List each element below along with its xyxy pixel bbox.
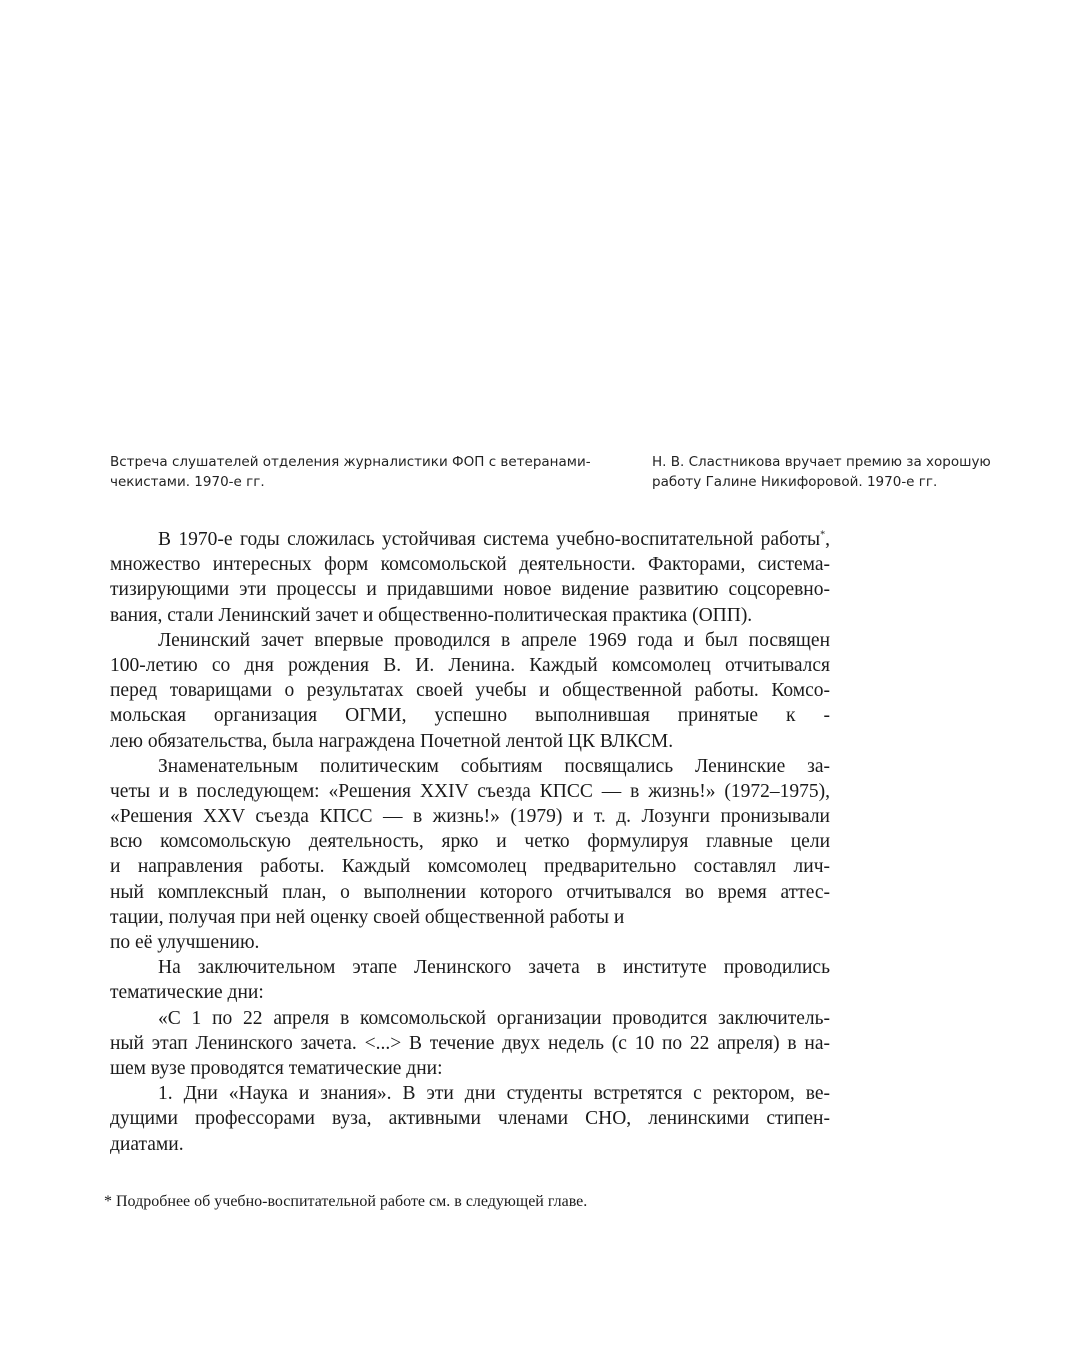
caption-left-line-2: чекистами. 1970-е гг. [110,474,265,490]
body-line: ный этап Ленинского зачета. <...> В течение двух недель (с 10 по 22 апреля) в на- [110,1032,830,1054]
body-line: по её улучшению. [110,932,260,953]
body-line: ный комплексный план, о выполнении которого отчитывался во время аттес- [110,881,830,903]
body-line: тации, получая при ней оценку своей общественной работы и [110,906,625,928]
body-line: лею обязательства, была награждена Почетной лентой ЦК ВЛКСМ. [110,730,674,752]
body-line: мольская организация ОГМИ, успешно выполнившая принятые к - [110,705,830,727]
footnote-marker-comma: , [825,529,830,550]
footnote-marker: * [820,529,826,541]
body-line: шем вузе проводятся тематические дни: [110,1057,443,1079]
photo-caption-left [110,452,591,492]
body-line: перед товарищами о результатах своей учебы и общественной работы. Комсо- [110,680,830,702]
body-line: диатами. [110,1133,184,1155]
caption-left-line-1: Встреча слушателей отделения журналистики ФОП с ветеранами- [110,454,591,470]
body-line: дущими профессорами вуза, активными членами СНО, ленинскими стипен- [110,1108,830,1130]
body-line: тизирующими эти процессы и придавшими новое видение развитию соцсоревно- [110,579,830,601]
main-body-text [110,527,830,1157]
footnote: * Подробнее об учебно-воспитательной работе см. в следующей главе. [104,1193,588,1210]
body-line: четы и в последующем: «Решения XXIV съезда КПСС — в жизнь!» (1972–1975), [110,780,830,802]
body-line: Ленинский зачет впервые проводился в апреле 1969 года и был посвящен [158,629,830,651]
body-line: 1. Дни «Наука и знания». В эти дни студенты встретятся с ректором, ве- [158,1083,830,1105]
body-line: 100-летию со дня рождения В. И. Ленина. Каждый комсомолец отчитывался [110,654,830,676]
body-line: В 1970-е годы сложилась устойчивая система учебно-воспитательной работы*, [158,529,830,550]
body-line: всю комсомольскую деятельность, ярко и четко формулируя главные цели [110,831,830,853]
body-line: На заключительном этапе Ленинского зачета в институте проводились [158,957,830,979]
body-line: вания, стали Ленинский зачет и общественно-политическая практика (ОПП). [110,604,753,626]
body-line: Знаменательным политическим событиям посвящались Ленинские за- [158,755,830,777]
body-line: «Решения XXV съезда КПСС — в жизнь!» (1979) и т. д. Лозунги пронизывали [110,806,830,828]
body-line: множество интересных форм комсомольской деятельности. Факторами, система- [110,554,830,576]
caption-right-line-1: Н. В. Сластникова вручает премию за хорошую [652,454,991,470]
photo-caption-right [652,452,991,492]
body-line: тематические дни: [110,982,264,1004]
body-line: и направления работы. Каждый комсомолец предварительно составлял лич- [110,856,830,878]
body-line: «С 1 по 22 апреля в комсомольской организации проводится заключитель- [158,1007,830,1029]
caption-right-line-2: работу Галине Никифоровой. 1970-е гг. [652,474,938,490]
